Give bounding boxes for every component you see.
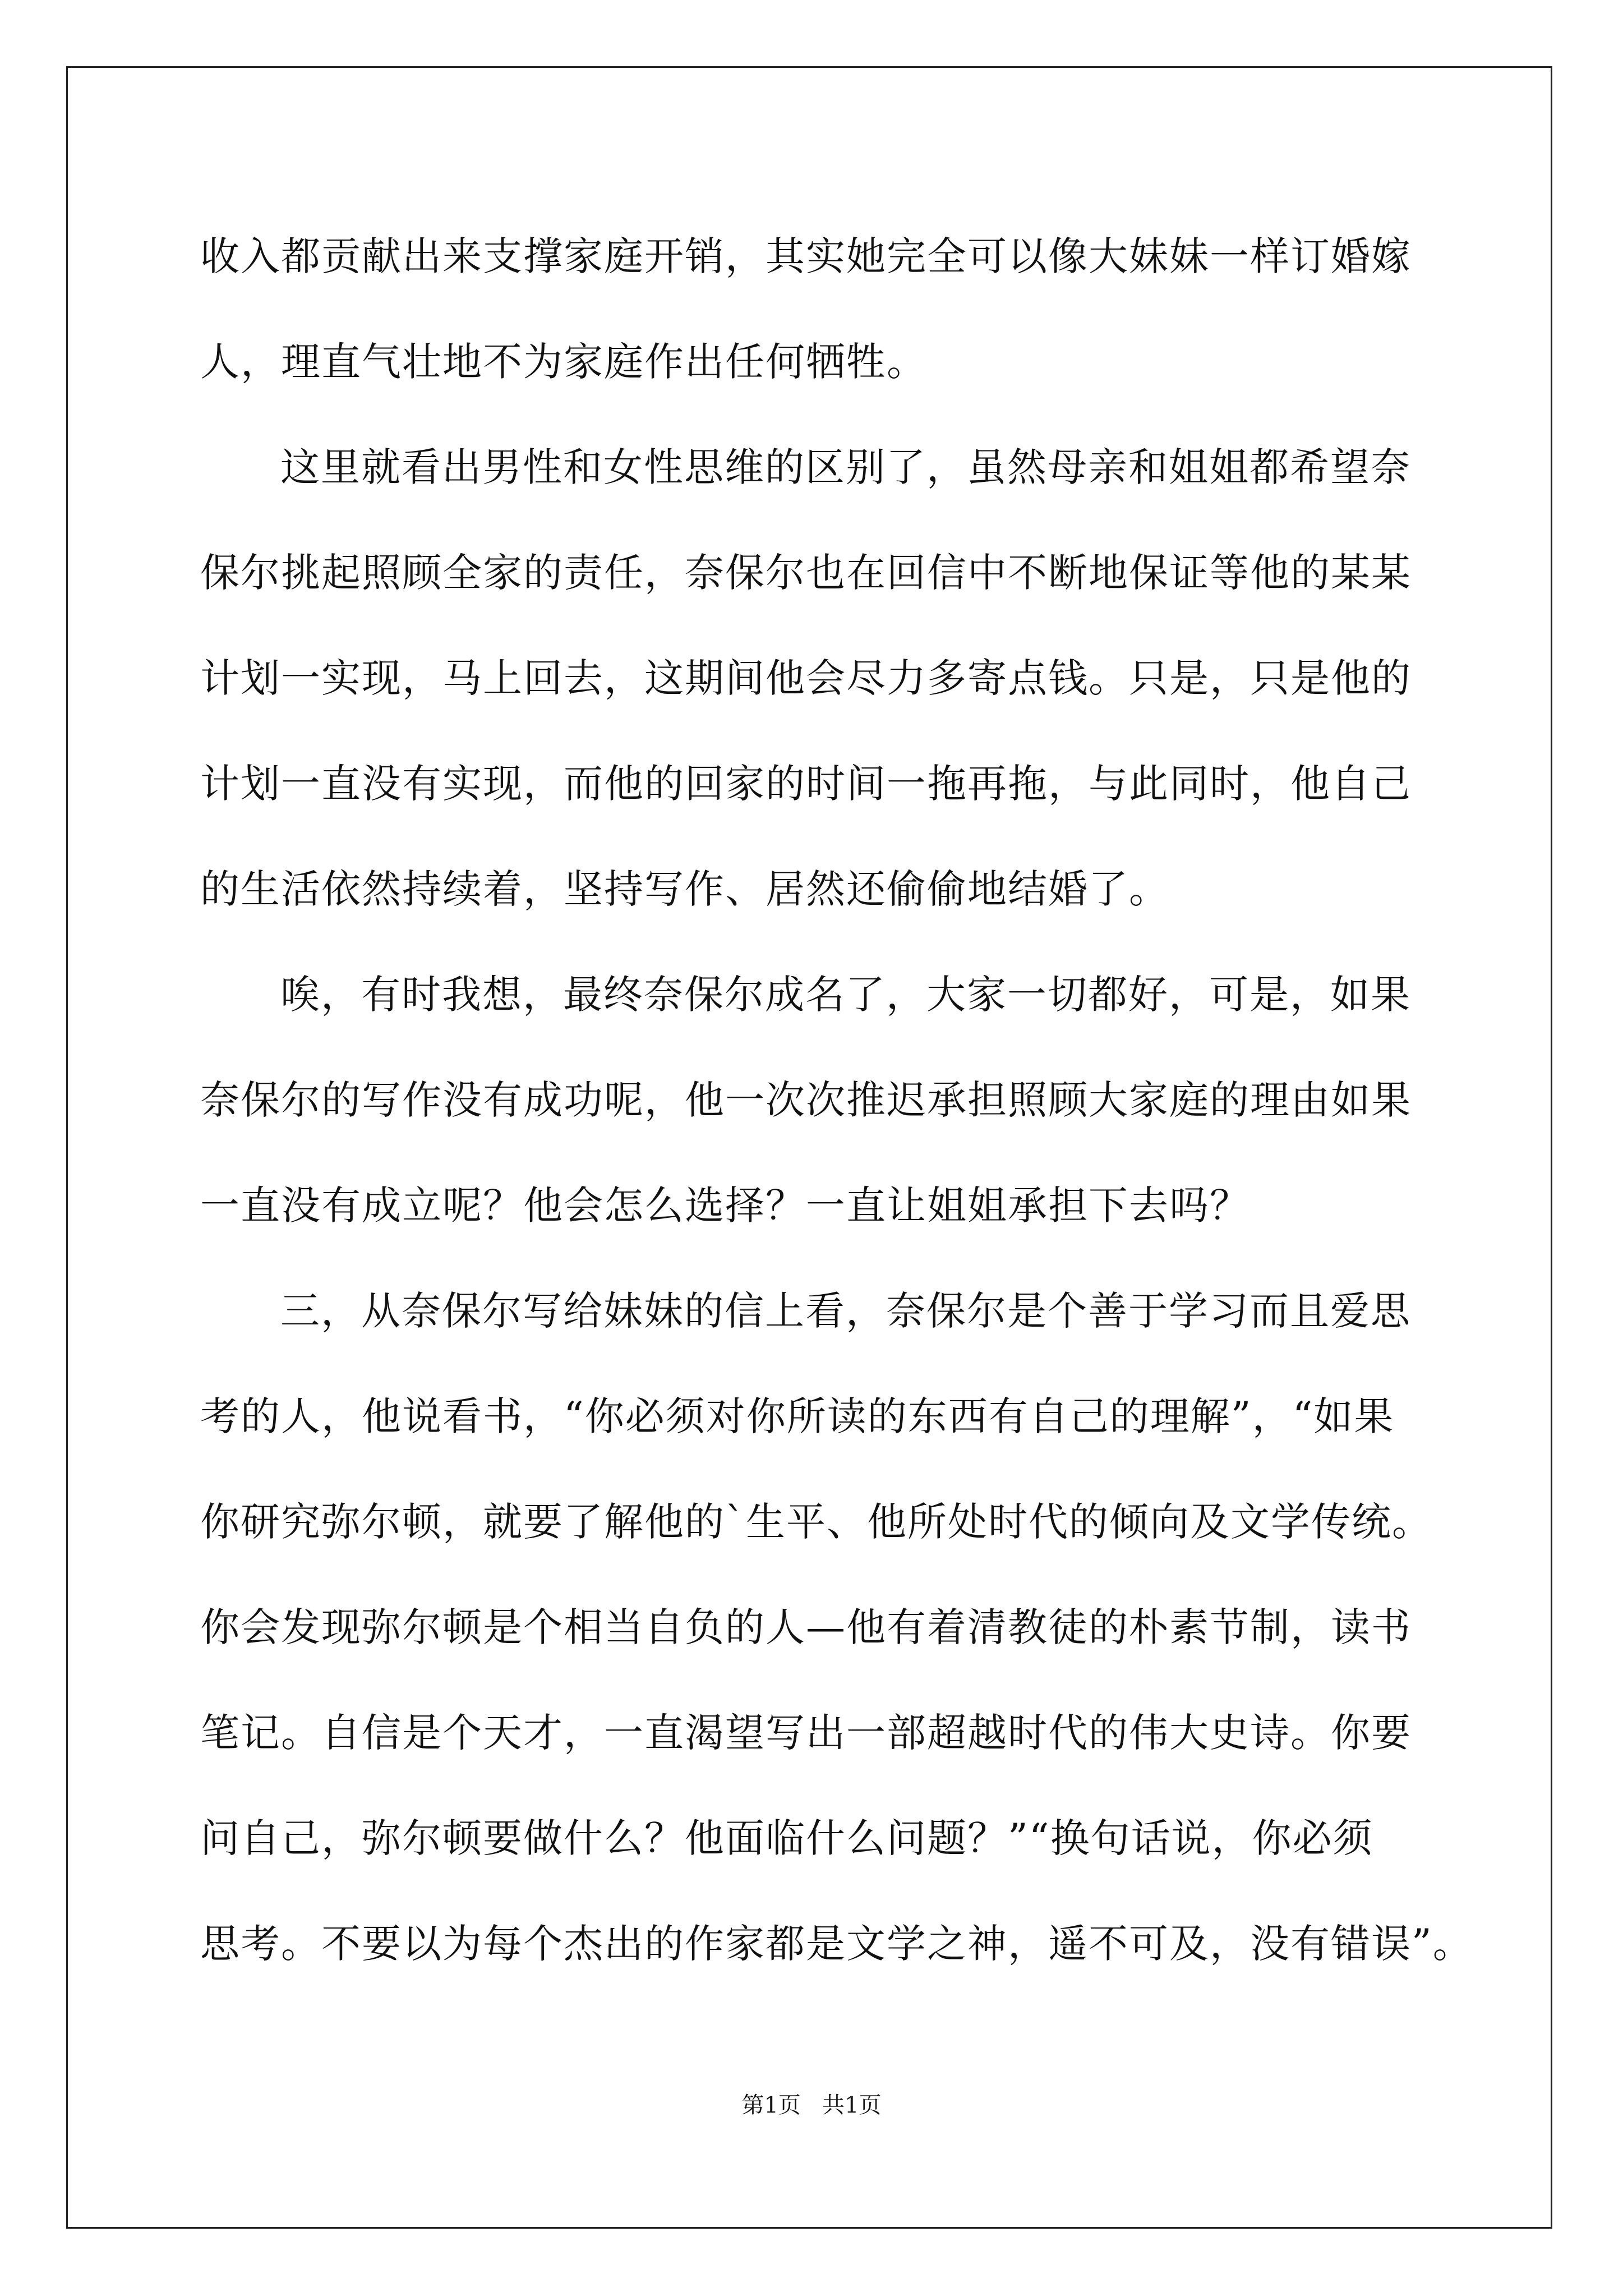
paragraph-4-line-7: 思考。不要以为每个杰出的作家都是文学之神，遥不可及，没有错误”。: [200, 1921, 1473, 1967]
paragraph-4-line-3: 你研究弥尔顿，就要了解他的`生平、他所处时代的倾向及文学传统。: [200, 1499, 1432, 1545]
paragraph-4-line-4: 你会发现弥尔顿是个相当自负的人—他有着清教徒的朴素节制，读书: [200, 1604, 1412, 1650]
paragraph-4-line-5: 笔记。自信是个天才，一直渴望写出一部超越时代的伟大史诗。你要: [200, 1710, 1412, 1756]
paragraph-1-line-2: 人，理直气壮地不为家庭作出任何牺牲。: [200, 339, 927, 385]
paragraph-4-line-2: 考的人，他说看书，“你必须对你所读的东西有自己的理解”，“如果: [200, 1393, 1395, 1439]
paragraph-2-line-4: 计划一直没有实现，而他的回家的时间一拖再拖，与此同时，他自己: [200, 761, 1412, 807]
paragraph-2-line-5: 的生活依然持续着，坚持写作、居然还偷偷地结婚了。: [200, 866, 1169, 912]
paragraph-2-line-1: 这里就看出男性和女性思维的区别了，虽然母亲和姐姐都希望奈: [280, 444, 1411, 490]
paragraph-3-line-3: 一直没有成立呢？他会怎么选择？一直让姐姐承担下去吗？: [200, 1182, 1250, 1228]
paragraph-2-line-2: 保尔挑起照顾全家的责任，奈保尔也在回信中不断地保证等他的某某: [200, 550, 1412, 596]
paragraph-1-line-1: 收入都贡献出来支撑家庭开销，其实她完全可以像大妹妹一样订婚嫁: [200, 233, 1412, 279]
paragraph-3-line-2: 奈保尔的写作没有成功呢，他一次次推迟承担照顾大家庭的理由如果: [200, 1077, 1412, 1123]
document-body: [200, 204, 1473, 1996]
paragraph-4-line-1: 三，从奈保尔写给妹妹的信上看，奈保尔是个善于学习而且爱思: [280, 1288, 1411, 1334]
page-footer: 第1页 共1页: [741, 2092, 882, 2118]
paragraph-2-line-3: 计划一实现，马上回去，这期间他会尽力多寄点钱。只是，只是他的: [200, 655, 1412, 701]
paragraph-3-line-1: 唉，有时我想，最终奈保尔成名了，大家一切都好，可是，如果: [280, 972, 1411, 1018]
paragraph-4-line-6: 问自己，弥尔顿要做什么？他面临什么问题？”“换句话说，你必须: [200, 1815, 1373, 1861]
